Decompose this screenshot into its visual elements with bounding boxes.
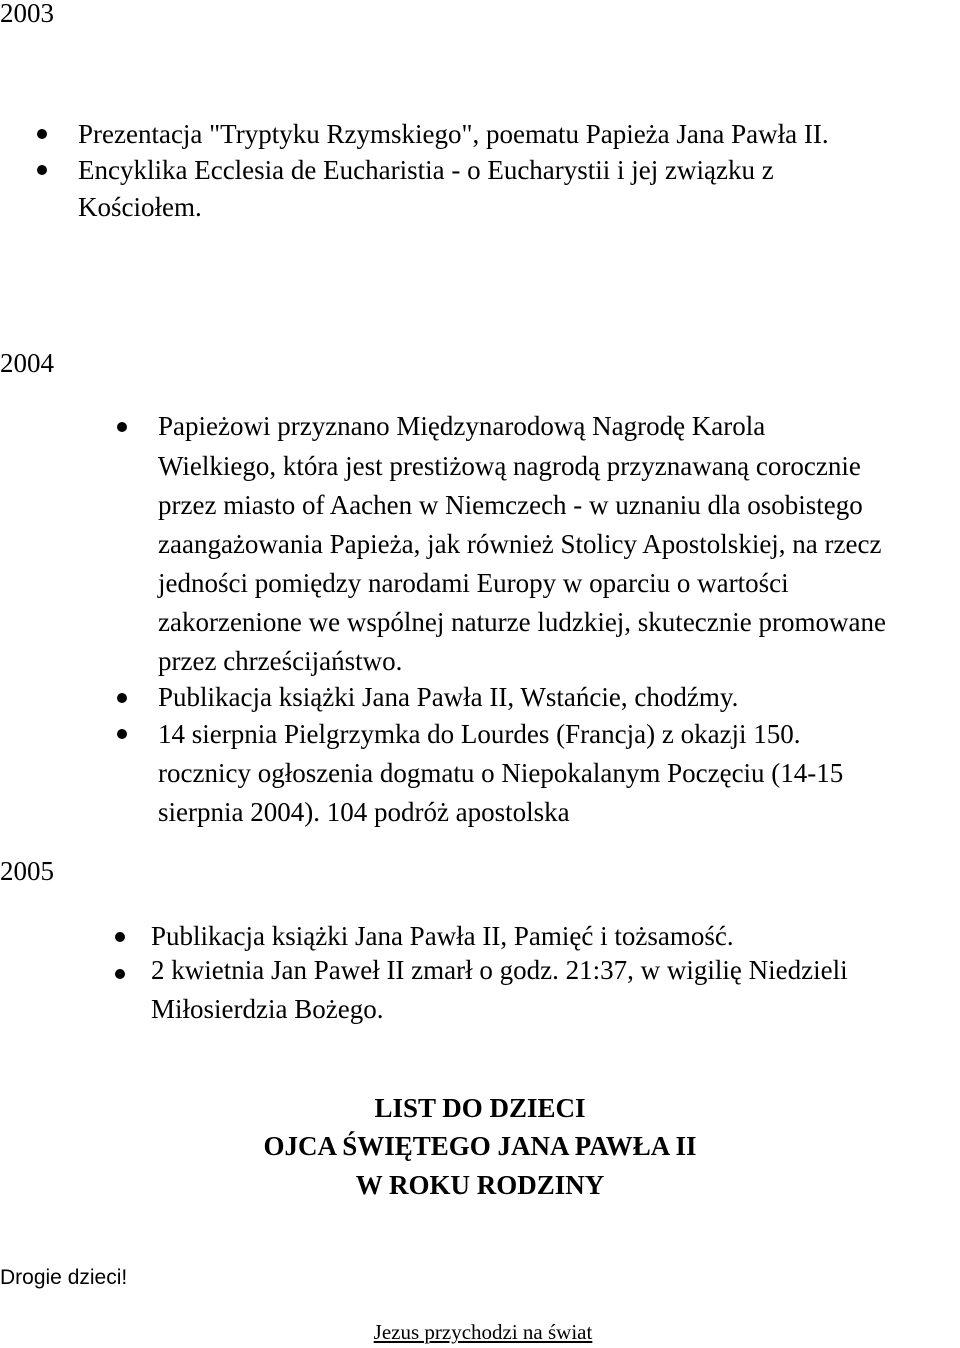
event-2004-1-line-1: Papieżowi przyznano Międzynarodową Nagrodę Karola	[158, 411, 766, 441]
event-2004-1-line-4: zaangażowania Papieża, jak również Stolicy Apostolskiej, na rzecz	[158, 529, 882, 559]
bullet-icon	[117, 729, 127, 739]
event-2004-1-line-3: przez miasto of Aachen w Niemczech - w uznaniu dla osobistego	[158, 490, 863, 520]
event-2003-2-line-1: Encyklika Ecclesia de Eucharistia - o Eucharystii i jej związku z	[78, 155, 774, 185]
letter-title-line-1: LIST DO DZIECI	[374, 1093, 586, 1123]
bullet-icon	[37, 165, 47, 175]
year-2004: 2004	[0, 348, 54, 378]
bullet-icon	[117, 422, 127, 432]
event-2005-2-line-1: 2 kwietnia Jan Paweł II zmarł o godz. 21:37, w wigilię Niedzieli	[151, 955, 848, 985]
event-2004-2-line-1: Publikacja książki Jana Pawła II, Wstańcie, chodźmy.	[158, 682, 739, 712]
bullet-icon	[117, 693, 127, 703]
event-2004-3-line-2: rocznicy ogłoszenia dogmatu o Niepokalanym Poczęciu (14-15	[158, 758, 844, 788]
event-2003-2-line-2: Kościołem.	[78, 192, 202, 222]
event-2004-3-line-1: 14 sierpnia Pielgrzymka do Lourdes (Francja) z okazji 150.	[158, 719, 801, 749]
letter-title-line-2: OJCA ŚWIĘTEGO JANA PAWŁA II	[263, 1131, 697, 1161]
event-2005-2-line-2: Miłosierdzia Bożego.	[151, 994, 384, 1024]
event-2004-1-line-5: jedności pomiędzy narodami Europy w oparciu o wartości	[158, 568, 789, 598]
letter-title-line-3: W ROKU RODZINY	[355, 1170, 605, 1200]
event-2004-1-line-2: Wielkiego, która jest prestiżową nagrodą przyznawaną corocznie	[158, 451, 861, 481]
section-link-jesus-comes[interactable]: Jezus przychodzi na świat	[373, 1320, 593, 1344]
event-2004-3-line-3: sierpnia 2004). 104 podróż apostolska	[158, 797, 570, 827]
event-2005-1-line-1: Publikacja książki Jana Pawła II, Pamięć i tożsamość.	[151, 921, 734, 951]
letter-greeting: Drogie dzieci!	[0, 1266, 128, 1289]
bullet-icon	[37, 129, 47, 139]
year-2005: 2005	[0, 856, 54, 886]
bullet-icon	[115, 932, 125, 942]
event-2003-1-line-1: Prezentacja "Tryptyku Rzymskiego", poematu Papieża Jana Pawła II.	[78, 119, 829, 149]
bullet-icon	[115, 969, 125, 979]
year-2003: 2003	[0, 0, 54, 28]
event-2004-1-line-6: zakorzenione we wspólnej naturze ludzkiej, skutecznie promowane	[158, 607, 886, 637]
event-2004-1-line-7: przez chrześcijaństwo.	[158, 646, 403, 676]
